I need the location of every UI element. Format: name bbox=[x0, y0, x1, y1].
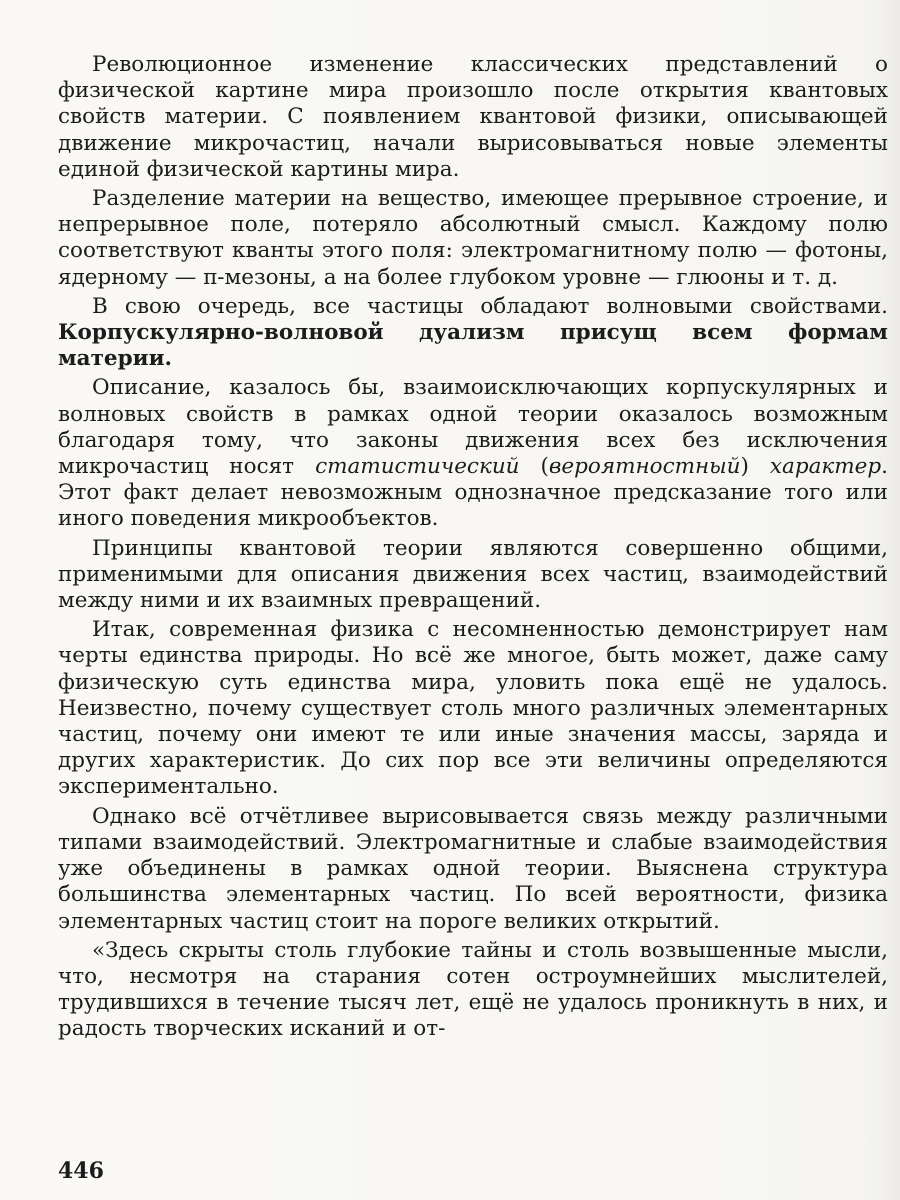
paragraph bbox=[58, 617, 888, 800]
paragraph-text: . Этот факт делает невозможным однозначное предсказание того или иного поведения микрообъектов. bbox=[58, 454, 888, 532]
paragraph bbox=[58, 804, 888, 935]
page-number: 446 bbox=[58, 1158, 104, 1184]
paragraph bbox=[58, 938, 888, 1043]
paragraph-text: Принципы квантовой теории являются совершенно общими, применимыми для описания движения всех частиц, взаимодействий между ними и их взаимных превращений. bbox=[58, 535, 888, 614]
paragraph-text: В свою очередь, все частицы обладают волновыми свойствами. bbox=[92, 293, 888, 319]
bold-text: Корпускулярно-волновой дуализм присущ всем формам материи. bbox=[58, 320, 888, 372]
paragraph bbox=[58, 294, 888, 373]
paragraph-text: Революционное изменение классических представлений о физической картине мира произошло после открытия квантовых свойств материи. С появлением квантовой физики, описывающей движение микрочастиц, начали вырисовываться новые элементы единой физической картины мира. bbox=[58, 52, 888, 182]
paragraph bbox=[58, 52, 888, 183]
paragraph-text: Описание, казалось бы, взаимоисключающих корпускулярных и волновых свойств в рамках одной теории оказалось возможным благодаря тому, что законы движения всех без исключения микрочастиц носят bbox=[58, 375, 888, 480]
paragraph bbox=[58, 375, 888, 532]
italic-text: статистический bbox=[315, 454, 520, 480]
paragraph-text: ) bbox=[740, 454, 770, 480]
paragraph-text: Однако всё отчётливее вырисовывается связь между различными типами взаимодействий. Электромагнитные и слабые взаимодействия уже объединены в рамках одной теории. Выяснена структура большинства элементарных частиц. По всей вероятности, физика элементарных частиц стоит на пороге великих открытий. bbox=[58, 803, 888, 934]
paragraph bbox=[58, 536, 888, 615]
paragraph-text: Итак, современная физика с несомненностью демонстрирует нам черты единства природы. Но всё же многое, быть может, даже саму физическую суть единства мира, уловить пока ещё не удалось. Неизвестно, почему существует столь много различных элементарных частиц, почему они имеют те или иные значения массы, заряда и других характеристик. До сих пор все эти величины определяются экспериментально. bbox=[58, 617, 888, 800]
paragraph bbox=[58, 186, 888, 291]
italic-text: вероятностный bbox=[548, 454, 741, 480]
paragraph-text: «Здесь скрыты столь глубокие тайны и столь возвышенные мысли, что, несмотря на старания сотен остроумнейших мыслителей, трудившихся в течение тысяч лет, ещё не удалось проникнуть в них, и радость творческих исканий и от- bbox=[58, 937, 888, 1042]
paragraph-text: ( bbox=[519, 454, 549, 480]
italic-text: характер bbox=[769, 454, 882, 480]
paragraph-text: Разделение материи на вещество, имеющее прерывное строение, и непрерывное поле, потеряло абсолютный смысл. Каждому полю соответствуют кванты этого поля: электромагнитному полю — фотоны, ядерному — π-мезоны, а на более глубоком уровне — глюоны и т. д. bbox=[58, 186, 888, 290]
body-text bbox=[58, 52, 888, 1046]
